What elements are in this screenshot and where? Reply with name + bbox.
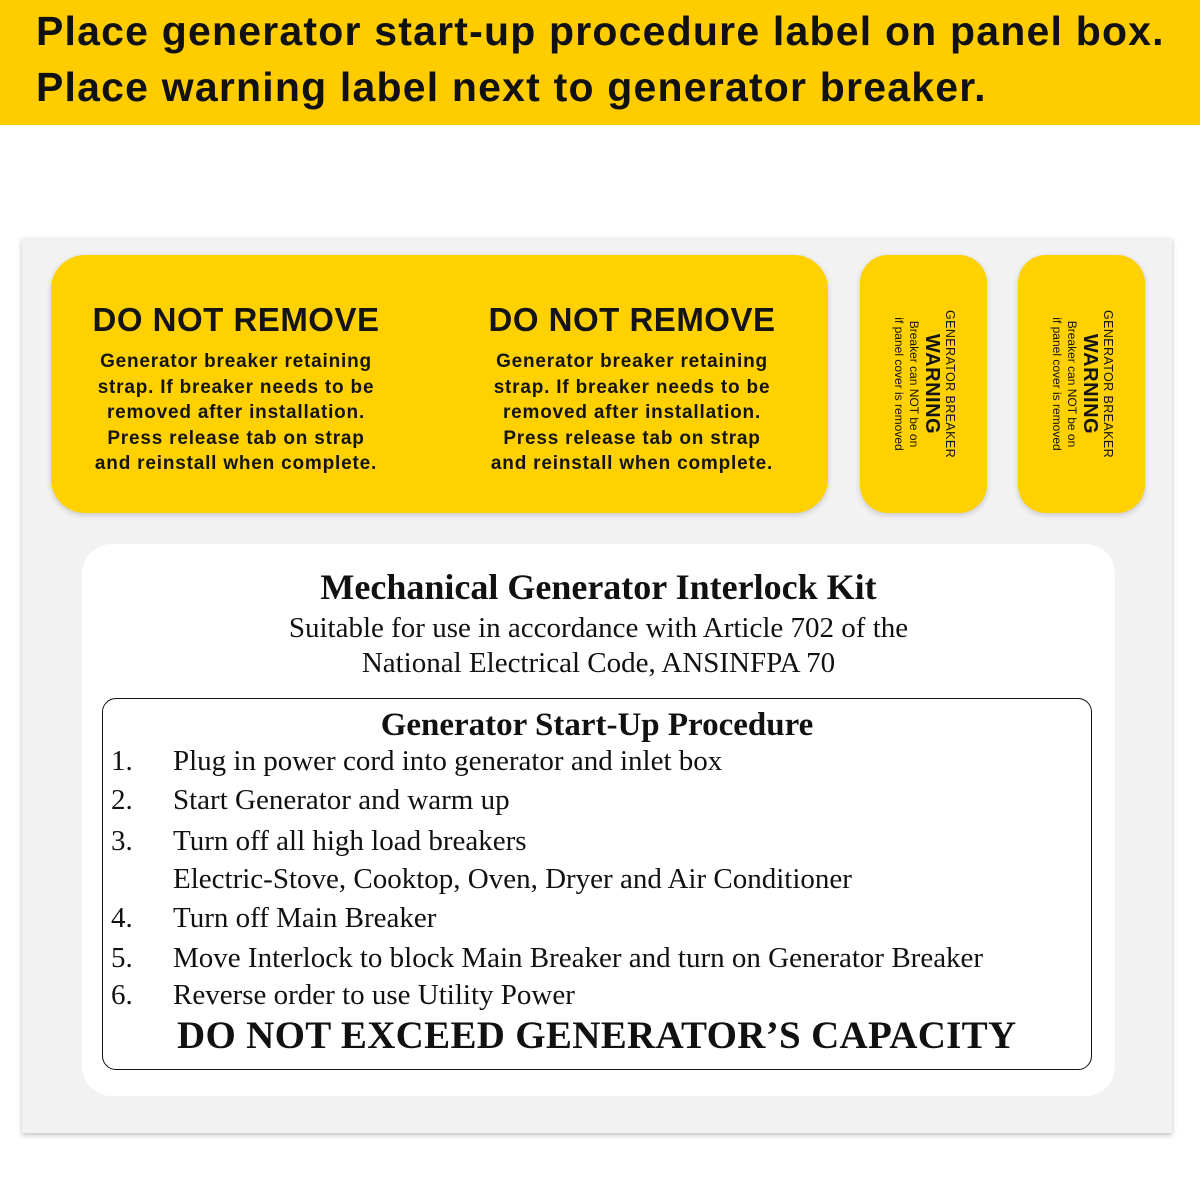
strap-label-line: and reinstall when complete. [94, 453, 378, 474]
strap-label-line: and reinstall when complete. [490, 453, 774, 474]
step-text: Turn off all high load breakers [173, 825, 527, 857]
step-text: Plug in power cord into generator and inlet box [173, 745, 723, 777]
warning-label-line-2: if panel cover is removed [891, 317, 906, 451]
strap-label-title: DO NOT REMOVE [92, 301, 380, 338]
step-text: Start Generator and warm up [173, 784, 510, 816]
strap-label-line: Generator breaker retaining [496, 351, 768, 372]
strap-label-line: strap. If breaker needs to be [97, 376, 375, 398]
step-number: 6. [111, 979, 133, 1011]
strap-label-line: removed after installation. [106, 402, 366, 423]
step-number: 5. [111, 942, 133, 974]
strap-label-sticker [51, 255, 828, 513]
warning-label-heading: GENERATOR BREAKER [1100, 309, 1115, 459]
warning-label-title: WARNING [920, 333, 943, 435]
banner-line-1: Place generator start-up procedure label on panel box. [36, 8, 1165, 54]
warning-label-text [891, 298, 957, 470]
step-text: Turn off Main Breaker [173, 902, 437, 934]
strap-label-left [66, 301, 406, 477]
strap-label-body [66, 349, 406, 477]
strap-label-title: DO NOT REMOVE [488, 301, 776, 338]
warning-label-heading: GENERATOR BREAKER [942, 309, 957, 459]
kit-subtitle-1: Suitable for use in accordance with Article 702 of the [288, 612, 909, 644]
strap-label-line: removed after installation. [502, 402, 762, 423]
step-number: 4. [111, 902, 133, 934]
step-number: 1. [111, 745, 133, 777]
step-number: 3. [111, 825, 133, 857]
strap-label-right [462, 301, 802, 477]
procedure-label-card [82, 544, 1115, 1096]
warning-label-text [1049, 298, 1115, 470]
kit-title: Mechanical Generator Interlock Kit [320, 567, 877, 607]
step-text: Reverse order to use Utility Power [173, 979, 575, 1011]
warning-label-2 [1018, 255, 1145, 513]
warning-label-line-2: if panel cover is removed [1049, 317, 1064, 451]
label-sheet [22, 238, 1172, 1133]
strap-label-line: Press release tab on strap [503, 427, 761, 449]
procedure-title: Generator Start-Up Procedure [380, 707, 814, 743]
step-text: Move Interlock to block Main Breaker and turn on Generator Breaker [173, 942, 984, 974]
instruction-banner [0, 0, 1200, 125]
step-detail-text: Electric-Stove, Cooktop, Oven, Dryer and Air Conditioner [173, 863, 852, 895]
kit-subtitle-2: National Electrical Code, ANSINFPA 70 [361, 647, 836, 679]
warning-label-title: WARNING [1078, 333, 1101, 435]
banner-line-2: Place warning label next to generator breaker. [36, 64, 987, 110]
capacity-warning: DO NOT EXCEED GENERATOR’S CAPACITY [177, 1014, 1017, 1057]
warning-label-line-1: Breaker can NOT be on [906, 320, 921, 448]
strap-label-line: Generator breaker retaining [100, 351, 372, 372]
strap-label-body [462, 349, 802, 477]
strap-label-line: strap. If breaker needs to be [493, 376, 771, 398]
strap-label-line: Press release tab on strap [107, 427, 365, 449]
step-number: 2. [111, 784, 133, 816]
procedure-box [102, 698, 1092, 1070]
warning-label-1 [860, 255, 987, 513]
warning-label-line-1: Breaker can NOT be on [1064, 320, 1079, 448]
